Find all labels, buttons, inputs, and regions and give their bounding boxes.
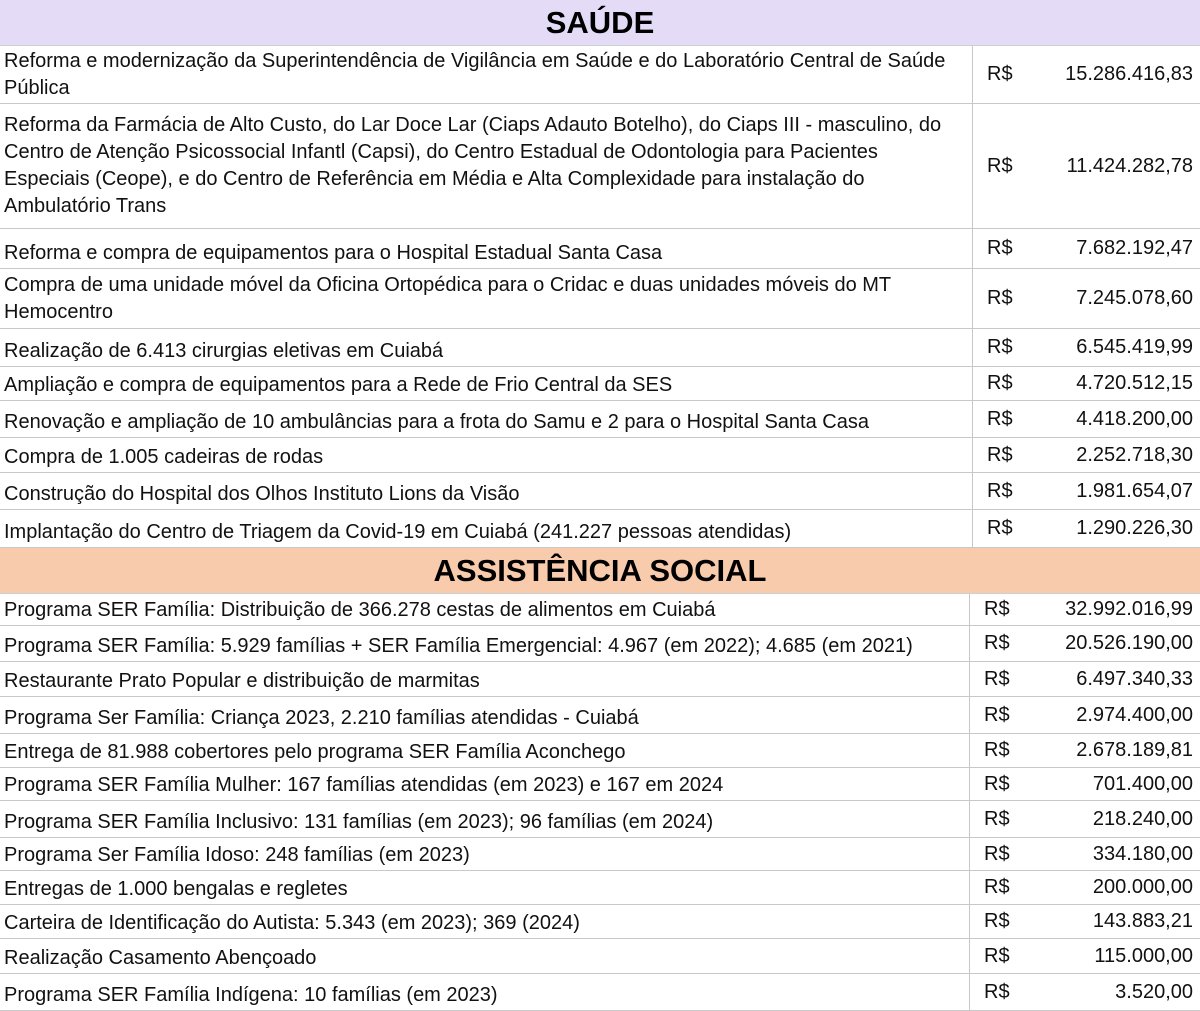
row-description: Compra de uma unidade móvel da Oficina Ortopédica para o Cridac e duas unidades móveis do MT Hemocentro: [0, 269, 973, 328]
table-row: [0, 871, 1200, 905]
table-row: [0, 801, 1200, 838]
table-row: [0, 46, 1200, 104]
row-value: 3.520,00: [1115, 980, 1193, 1003]
row-description: Reforma e modernização da Superintendência de Vigilância em Saúde e do Laboratório Central de Saúde Pública: [0, 46, 973, 103]
row-value: 20.526.190,00: [1065, 632, 1193, 654]
row-value: 32.992.016,99: [1065, 598, 1193, 620]
row-currency: R$: [987, 63, 1013, 85]
row-currency: R$: [987, 407, 1013, 430]
row-currency: R$: [984, 703, 1010, 726]
row-currency: R$: [987, 517, 1013, 539]
table-row: [0, 510, 1200, 548]
row-description: Realização Casamento Abençoado: [0, 939, 970, 973]
table-row: [0, 473, 1200, 510]
row-description: Programa SER Família Inclusivo: 131 famílias (em 2023); 96 famílias (em 2024): [0, 801, 970, 837]
row-value: 115.000,00: [1094, 944, 1193, 967]
row-description: Ampliação e compra de equipamentos para a Rede de Frio Central da SES: [0, 367, 973, 400]
row-value: 15.286.416,83: [1065, 63, 1193, 85]
saude-table: [0, 46, 1200, 548]
assistencia-header: ASSISTÊNCIA SOCIAL: [0, 548, 1200, 594]
row-currency: R$: [984, 980, 1010, 1003]
row-value: 7.245.078,60: [1076, 287, 1193, 309]
row-description: Realização de 6.413 cirurgias eletivas em Cuiabá: [0, 329, 973, 366]
row-description: Programa SER Família: 5.929 famílias + SER Família Emergencial: 4.967 (em 2022); 4.685 (em 2021): [0, 626, 970, 661]
row-description: Programa Ser Família Idoso: 248 famílias (em 2023): [0, 838, 970, 870]
table-row: [0, 697, 1200, 734]
row-currency: R$: [984, 807, 1010, 830]
table-row: [0, 329, 1200, 367]
table-row: [0, 939, 1200, 974]
row-value: 6.545.419,99: [1076, 336, 1193, 358]
assistencia-table: [0, 594, 1200, 1011]
row-currency: R$: [984, 876, 1010, 898]
row-currency: R$: [987, 154, 1013, 177]
row-currency: R$: [987, 237, 1013, 259]
row-value: 1.290.226,30: [1076, 517, 1193, 539]
row-value: 334.180,00: [1092, 842, 1193, 865]
table-row: [0, 626, 1200, 662]
row-value: 4.418.200,00: [1076, 407, 1193, 430]
table-row: [0, 734, 1200, 768]
table-row: [0, 401, 1200, 438]
assistencia-section: [0, 548, 1200, 1011]
table-row: [0, 104, 1200, 229]
row-value: 143.883,21: [1092, 910, 1193, 932]
row-value: 2.252.718,30: [1076, 443, 1193, 466]
row-currency: R$: [984, 739, 1010, 761]
table-row: [0, 269, 1200, 329]
table-row: [0, 662, 1200, 697]
table-row: [0, 229, 1200, 269]
row-value: 7.682.192,47: [1076, 237, 1193, 259]
row-description: Reforma da Farmácia de Alto Custo, do Lar Doce Lar (Ciaps Adauto Botelho), do Ciaps III - masculino, do Centro de Atenção Psicossocial Infantl (Capsi), do Centro Estadual de Odontologia para Pacientes Especiais (Ceope), e do Centro de Referência em Média e Alta Complexidade para instalação do Ambulatório Trans: [0, 104, 973, 228]
row-currency: R$: [984, 910, 1010, 932]
row-currency: R$: [984, 944, 1010, 967]
row-value: 11.424.282,78: [1066, 154, 1193, 177]
row-value: 701.400,00: [1092, 772, 1193, 795]
row-description: Programa SER Família Mulher: 167 famílias atendidas (em 2023) e 167 em 2024: [0, 768, 970, 800]
table-row: [0, 594, 1200, 626]
row-value: 1.981.654,07: [1076, 479, 1193, 502]
row-description: Compra de 1.005 cadeiras de rodas: [0, 438, 973, 472]
row-description: Restaurante Prato Popular e distribuição de marmitas: [0, 662, 970, 696]
table-row: [0, 438, 1200, 473]
row-currency: R$: [984, 598, 1010, 620]
row-currency: R$: [984, 772, 1010, 795]
row-value: 200.000,00: [1092, 876, 1193, 898]
row-description: Implantação do Centro de Triagem da Covid-19 em Cuiabá (241.227 pessoas atendidas): [0, 510, 973, 547]
row-description: Carteira de Identificação do Autista: 5.343 (em 2023); 369 (2024): [0, 905, 970, 938]
row-description: Construção do Hospital dos Olhos Instituto Lions da Visão: [0, 473, 973, 509]
row-value: 2.678.189,81: [1076, 739, 1193, 761]
table-row: [0, 838, 1200, 871]
saude-header: SAÚDE: [0, 0, 1200, 46]
row-currency: R$: [984, 842, 1010, 865]
table-row: [0, 367, 1200, 401]
row-currency: R$: [984, 632, 1010, 654]
row-currency: R$: [987, 287, 1013, 309]
row-description: Programa SER Família Indígena: 10 famílias (em 2023): [0, 974, 970, 1010]
row-description: Entregas de 1.000 bengalas e regletes: [0, 871, 970, 904]
row-currency: R$: [987, 336, 1013, 358]
row-value: 218.240,00: [1092, 807, 1193, 830]
row-description: Programa SER Família: Distribuição de 366.278 cestas de alimentos em Cuiabá: [0, 594, 970, 625]
row-description: Entrega de 81.988 cobertores pelo programa SER Família Aconchego: [0, 734, 970, 767]
row-value: 4.720.512,15: [1076, 372, 1193, 394]
row-currency: R$: [987, 443, 1013, 466]
table-row: [0, 905, 1200, 939]
row-currency: R$: [987, 479, 1013, 502]
row-description: Programa Ser Família: Criança 2023, 2.210 famílias atendidas - Cuiabá: [0, 697, 970, 733]
row-value: 6.497.340,33: [1076, 667, 1193, 690]
table-row: [0, 974, 1200, 1011]
row-currency: R$: [987, 372, 1013, 394]
row-description: Reforma e compra de equipamentos para o Hospital Estadual Santa Casa: [0, 229, 973, 268]
table-row: [0, 768, 1200, 801]
row-currency: R$: [984, 667, 1010, 690]
row-description: Renovação e ampliação de 10 ambulâncias para a frota do Samu e 2 para o Hospital Santa Casa: [0, 401, 973, 437]
row-value: 2.974.400,00: [1076, 703, 1193, 726]
